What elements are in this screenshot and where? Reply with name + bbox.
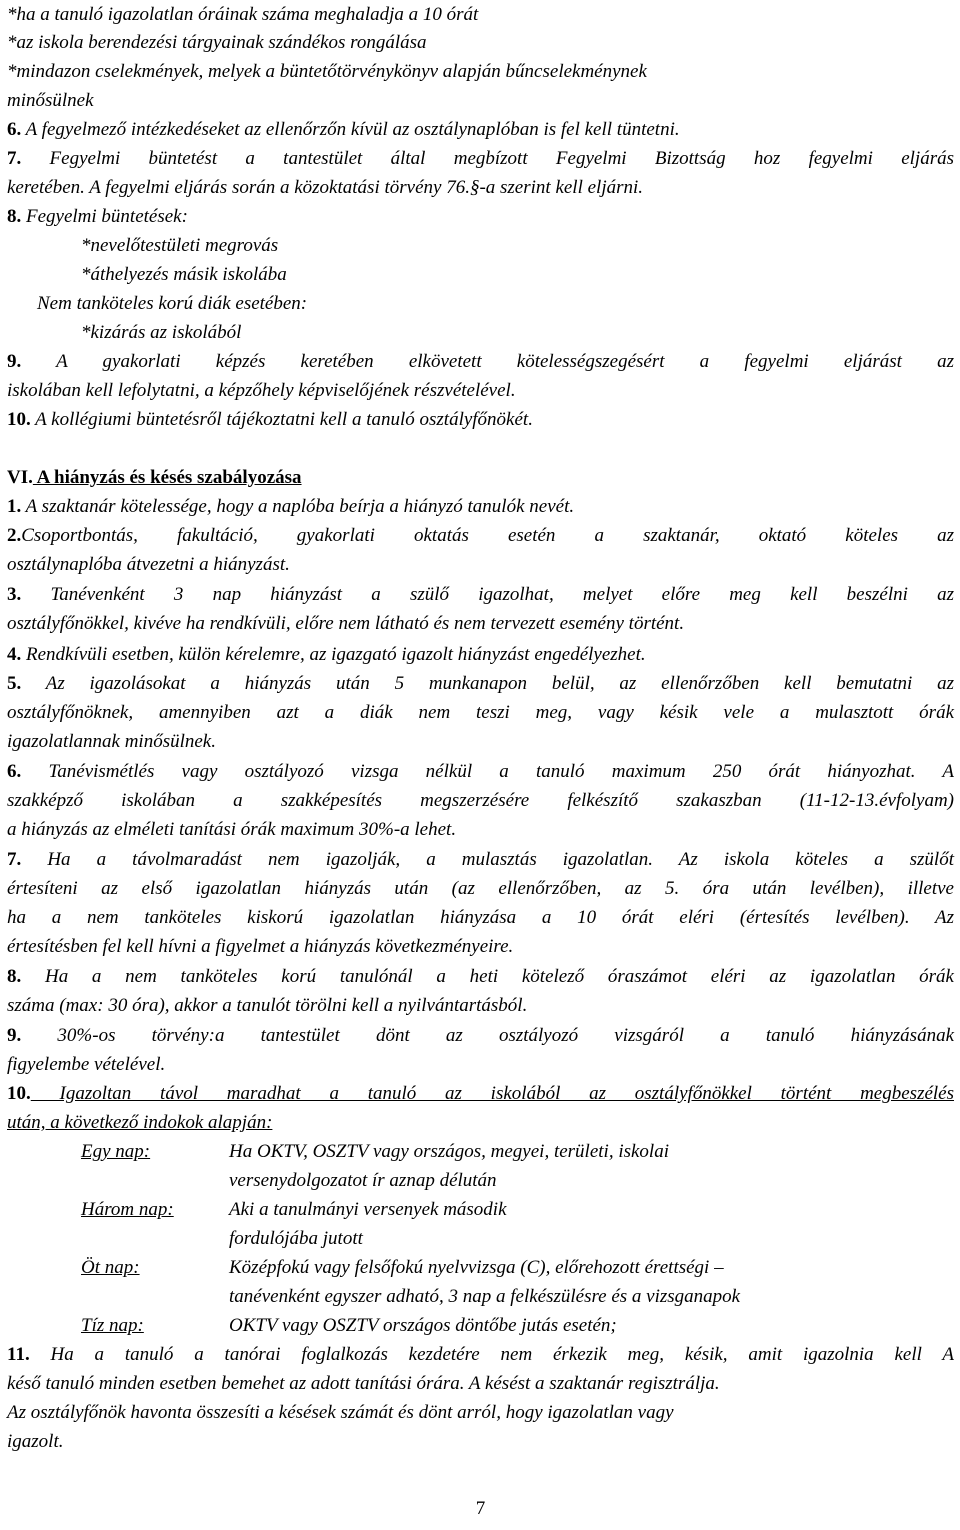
section-heading: VI. A hiányzás és késés szabályozása: [7, 467, 302, 488]
list-item: *nevelőtestületi megrovás: [81, 235, 279, 256]
absence-reason: OKTV vagy OSZTV országos döntőbe jutás esetén;: [229, 1315, 617, 1336]
absence-reason: versenydolgozatot ír aznap délután: [229, 1170, 497, 1191]
numbered-paragraph: 6. Tanévismétlés vagy osztályozó vizsga nélkül a tanuló maximum 250 órát hiányozhat. A: [7, 761, 954, 782]
absence-reason: tanévenként egyszer adható, 3 nap a felkészülésre és a vizsganapok: [229, 1286, 741, 1307]
text-line: a hiányzás az elméleti tanítási órák maximum 30%-a lehet.: [7, 819, 457, 840]
numbered-paragraph: 8. Ha a nem tanköteles korú tanulónál a heti kötelező óraszámot eléri az igazolatlan órák: [7, 966, 954, 987]
absence-reason: Aki a tanulmányi versenyek második: [229, 1199, 507, 1220]
absence-reason: fordulójába jutott: [229, 1228, 363, 1249]
text-line: *mindazon cselekmények, melyek a büntetőtörvénykönyv alapján bűncselekménynek: [7, 61, 647, 82]
text-line: keretében. A fegyelmi eljárás során a közoktatási törvény 76.§-a szerint kell eljárni.: [7, 177, 644, 198]
numbered-paragraph: 10. A kollégiumi büntetésről tájékoztatni kell a tanuló osztályfőnökét.: [7, 409, 533, 430]
text-line: Nem tanköteles korú diák esetében:: [37, 293, 308, 314]
text-line: értesíteni az első igazolatlan hiányzás után (az ellenőrzőben, az 5. óra után levélben), illetve: [7, 878, 954, 899]
text-line: minősülnek: [7, 90, 94, 111]
text-line: figyelembe vételével.: [7, 1054, 166, 1075]
numbered-paragraph: 11. Ha a tanuló a tanórai foglalkozás kezdetére nem érkezik meg, késik, amit igazolnia kell A: [7, 1344, 954, 1365]
text-line: igazolt.: [7, 1431, 64, 1452]
numbered-paragraph: 7. Ha a távolmaradást nem igazolják, a mulasztás igazolatlan. Az iskola köteles a szülőt: [7, 849, 954, 870]
absence-term: Három nap:: [81, 1199, 174, 1220]
numbered-paragraph: 9. A gyakorlati képzés keretében elkövetett kötelességszegésért a fegyelmi eljárást az: [7, 351, 954, 372]
text-line: osztálynaplóba átvezetni a hiányzást.: [7, 554, 290, 575]
text-line: száma (max: 30 óra), akkor a tanulót törölni kell a nyilvántartásból.: [7, 995, 528, 1016]
text-line: iskolában kell lefolytatni, a képzőhely képviselőjének részvételével.: [7, 380, 516, 401]
numbered-paragraph: 1. A szaktanár kötelessége, hogy a naplóba beírja a hiányzó tanulók nevét.: [7, 496, 575, 517]
numbered-paragraph: 4. Rendkívüli esetben, külön kérelemre, az igazgató igazolt hiányzást engedélyezhet.: [7, 644, 646, 665]
absence-reason: Középfokú vagy felsőfokú nyelvvizsga (C), előrehozott érettségi –: [229, 1257, 724, 1278]
text-line: szakképző iskolában a szakképesítés megszerzésére felkészítő szakaszban (11-12-13.évfolyam): [7, 790, 954, 811]
numbered-paragraph: 6. A fegyelmező intézkedéseket az ellenőrzőn kívül az osztálynaplóban is fel kell tüntetni.: [7, 119, 680, 140]
text-line: után, a következő indokok alapján:: [7, 1112, 273, 1133]
numbered-paragraph: 5. Az igazolásokat a hiányzás után 5 munkanapon belül, az ellenőrzőben kell bemutatni az: [7, 673, 954, 694]
numbered-paragraph: 10. Igazoltan távol maradhat a tanuló az iskolából az osztályfőnökkel történt megbeszélés: [7, 1083, 954, 1104]
absence-reason: Ha OKTV, OSZTV vagy országos, megyei, területi, iskolai: [229, 1141, 669, 1162]
text-line: osztályfőnöknek, amennyiben azt a diák nem teszi meg, vagy késik vele a mulasztott órák: [7, 702, 954, 723]
list-item: *áthelyezés másik iskolába: [81, 264, 287, 285]
absence-term: Egy nap:: [81, 1141, 151, 1162]
numbered-paragraph: 8. Fegyelmi büntetések:: [7, 206, 188, 227]
absence-term: Öt nap:: [81, 1257, 140, 1278]
text-line: *az iskola berendezési tárgyainak szándékos rongálása: [7, 32, 427, 53]
text-line: késő tanuló minden esetben bemehet az adott tanítási órára. A késést a szaktanár regisztrálja.: [7, 1373, 720, 1394]
numbered-paragraph: 9. 30%-os törvény:a tantestület dönt az osztályozó vizsgáról a tanuló hiányzásának: [7, 1025, 954, 1046]
text-line: ha a nem tanköteles kiskorú igazolatlan hiányzása a 10 órát eléri (értesítés levélben). Az: [7, 907, 954, 928]
list-item: *kizárás az iskolából: [81, 322, 242, 343]
text-line: Az osztályfőnök havonta összesíti a késések számát és dönt arról, hogy igazolatlan vagy: [7, 1402, 674, 1423]
text-line: igazolatlannak minősülnek.: [7, 731, 216, 752]
page-number: 7: [475, 1498, 486, 1519]
text-line: *ha a tanuló igazolatlan óráinak száma meghaladja a 10 órát: [7, 4, 479, 25]
numbered-paragraph: 7. Fegyelmi büntetést a tantestület által megbízott Fegyelmi Bizottság hoz fegyelmi eljárás: [7, 148, 954, 169]
numbered-paragraph: 3. Tanévenként 3 nap hiányzást a szülő igazolhat, melyet előre meg kell beszélni az: [7, 584, 954, 605]
numbered-paragraph: 2.Csoportbontás, fakultáció, gyakorlati oktatás esetén a szaktanár, oktató köteles az: [7, 525, 954, 546]
text-line: értesítésben fel kell hívni a figyelmet a hiányzás következményeire.: [7, 936, 514, 957]
absence-term: Tíz nap:: [81, 1315, 144, 1336]
text-line: osztályfőnökkel, kivéve ha rendkívüli, előre nem látható és nem tervezett esemény történt.: [7, 613, 685, 634]
